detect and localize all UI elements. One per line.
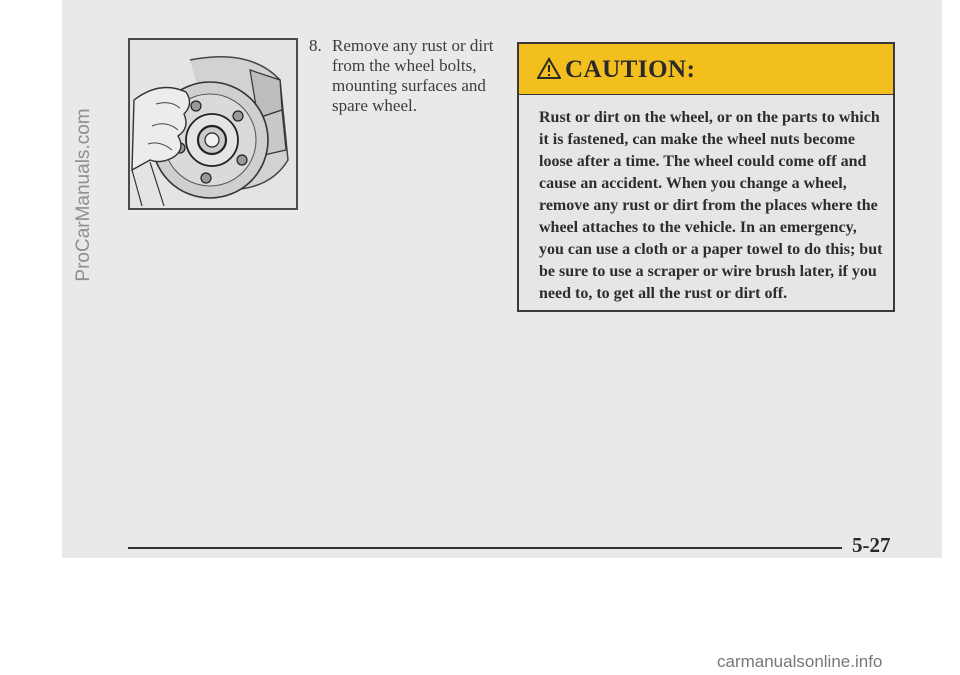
footer-rule <box>128 547 842 549</box>
wheel-hub-illustration <box>128 38 298 210</box>
warning-triangle-icon <box>537 57 561 79</box>
step-text: Remove any rust or dirt from the wheel bolts, mounting surfaces and spare wheel. <box>332 36 494 115</box>
page-number: 5-27 <box>852 533 891 557</box>
step-number: 8. <box>309 36 322 55</box>
caution-text: Rust or dirt on the wheel, or on the parts to which it is fastened, can make the wheel nuts become loose after a time. The wheel could come off and cause an accident. When you change a wheel, remove any rust or dirt from the places where the wheel attaches to the vehicle. In an emergency, you can use a cloth or a paper towel to do this; but be sure to use a scraper or wire brush later, if you need to, to get all the rust or dirt off. <box>539 109 883 302</box>
caution-box <box>517 42 895 312</box>
side-watermark: ProCarManuals.com <box>73 108 94 282</box>
wheel-hub-cleaning-icon <box>130 40 296 208</box>
caution-title: CAUTION: <box>565 56 696 83</box>
caution-header <box>519 44 893 95</box>
footer-watermark: carmanualsonline.info <box>717 652 883 671</box>
instruction-step-8 <box>309 36 499 116</box>
